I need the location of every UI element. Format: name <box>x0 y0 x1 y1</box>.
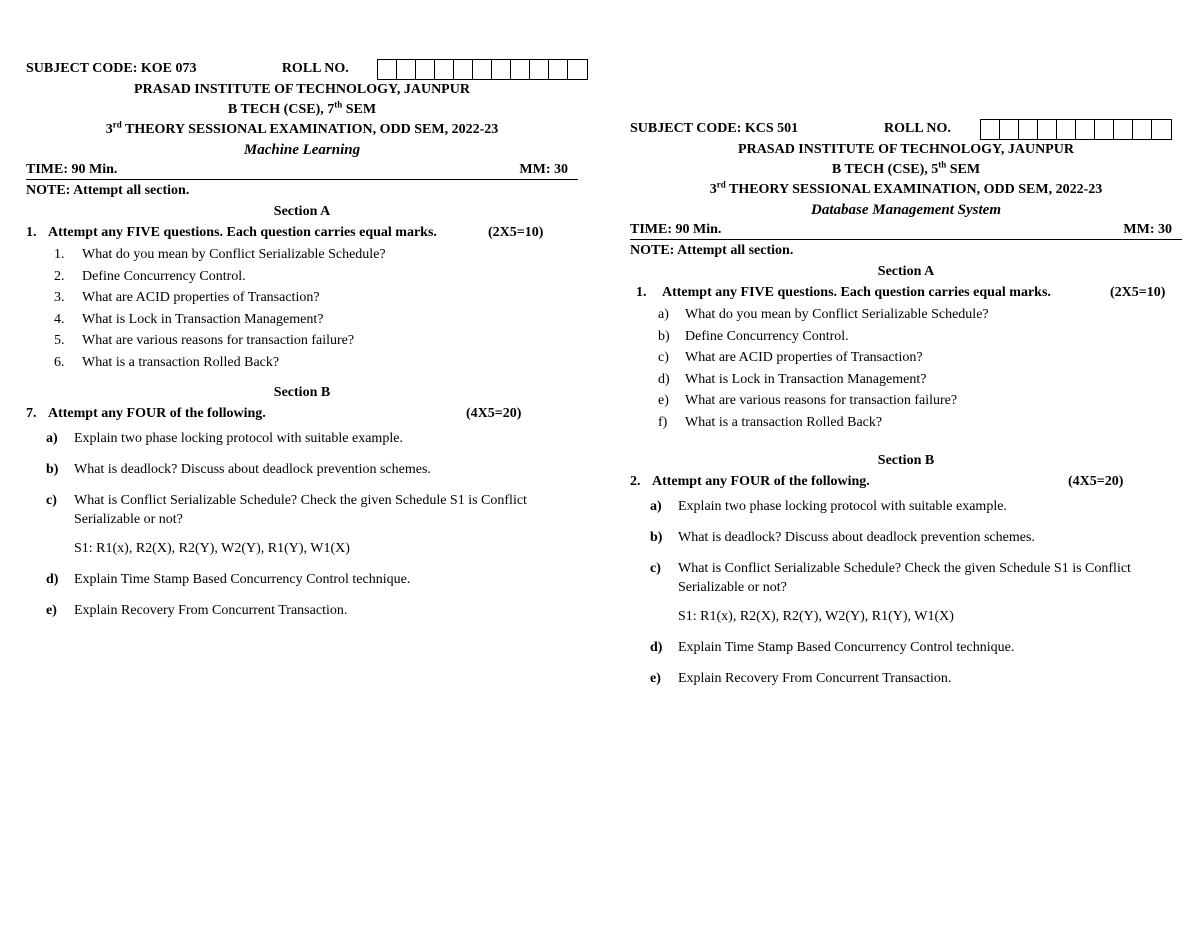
item-marker: b) <box>658 328 670 344</box>
course-sup: th <box>334 99 343 110</box>
roll-box <box>1152 120 1171 139</box>
exam-num: 3 <box>105 122 113 137</box>
item-text: What are ACID properties of Transaction? <box>685 350 923 365</box>
list-item <box>630 528 1192 547</box>
list-item <box>26 266 588 288</box>
item-text: What are ACID properties of Transaction? <box>82 290 320 305</box>
course-text: B TECH (CSE), 7 <box>227 102 335 117</box>
roll-box <box>435 60 454 79</box>
item-text: Explain Recovery From Concurrent Transaction. <box>678 671 952 686</box>
section-b-list <box>26 429 588 620</box>
item-marker: 4. <box>54 311 65 327</box>
item-text: Explain two phase locking protocol with suitable example. <box>678 499 1007 514</box>
item-text: What is Conflict Serializable Schedule? Check the given Schedule S1 is Conflict Serializable or not? <box>678 561 1131 595</box>
item-marker: c) <box>658 350 669 365</box>
item-text: Define Concurrency Control. <box>82 268 246 284</box>
section-a-heading: Section A <box>273 204 331 219</box>
roll-box <box>1095 120 1114 139</box>
list-item <box>26 601 588 620</box>
item-text: What do you mean by Conflict Serializable Schedule? <box>82 247 386 262</box>
roll-box <box>1133 120 1152 139</box>
list-item <box>26 429 588 448</box>
item-text: Define Concurrency Control. <box>685 328 849 344</box>
time: TIME: 90 Min. <box>26 162 118 177</box>
note: NOTE: Attempt all section. <box>26 183 190 198</box>
schedule-s1: S1: R1(x), R2(X), R2(Y), W2(Y), R1(Y), W1(X) <box>74 541 350 556</box>
schedule-s1: S1: R1(x), R2(X), R2(Y), W2(Y), R1(Y), W1(X) <box>678 609 954 624</box>
item-text: What is Lock in Transaction Management? <box>82 311 324 327</box>
course-suffix: SEM <box>342 102 377 117</box>
header-row <box>26 58 588 80</box>
list-item <box>630 559 1192 626</box>
roll-box <box>492 60 511 79</box>
item-marker: 2. <box>54 268 65 284</box>
question-7-heading <box>26 403 588 425</box>
note: NOTE: Attempt all section. <box>630 243 794 258</box>
list-item <box>630 497 1192 516</box>
item-marker: b) <box>46 462 59 477</box>
item-marker: c) <box>650 561 661 576</box>
list-item <box>26 491 588 558</box>
list-item <box>26 244 588 266</box>
roll-box <box>530 60 549 79</box>
item-text: What are various reasons for transaction failure? <box>82 333 355 348</box>
roll-box <box>454 60 473 79</box>
roll-box <box>1000 120 1019 139</box>
item-marker: e) <box>650 671 661 686</box>
question-marks: (4X5=20) <box>466 406 522 421</box>
question-paper-machine-learning <box>26 58 588 632</box>
item-text: What is deadlock? Discuss about deadlock prevention schemes. <box>678 530 1035 545</box>
item-text: What is deadlock? Discuss about deadlock prevention schemes. <box>74 462 431 477</box>
roll-box <box>416 60 435 79</box>
course-line <box>630 160 1182 180</box>
roll-no-label: ROLL NO. <box>884 121 951 136</box>
roll-no-boxes <box>980 119 1172 140</box>
course-sup: th <box>938 159 947 170</box>
exam-line <box>26 120 578 140</box>
list-item <box>630 390 1192 412</box>
item-marker: e) <box>658 393 669 408</box>
max-marks: MM: 30 <box>519 162 568 177</box>
item-marker: c) <box>46 493 57 508</box>
section-a-heading: Section A <box>877 264 935 279</box>
item-marker: 1. <box>54 247 65 262</box>
item-text: What is Lock in Transaction Management? <box>685 371 927 387</box>
item-text: What is a transaction Rolled Back? <box>685 414 883 430</box>
roll-box <box>1076 120 1095 139</box>
exam-num: 3 <box>709 182 717 197</box>
section-a-list <box>630 304 1192 433</box>
item-marker: a) <box>650 499 662 514</box>
roll-box <box>1038 120 1057 139</box>
section-b-list <box>630 497 1192 688</box>
item-text: What is a transaction Rolled Back? <box>82 354 280 370</box>
question-text: Attempt any FOUR of the following. <box>48 406 266 421</box>
list-item <box>630 412 1192 434</box>
item-text: Explain Recovery From Concurrent Transaction. <box>74 603 348 618</box>
roll-box <box>981 120 1000 139</box>
question-text: Attempt any FIVE questions. Each question carries equal marks. <box>662 285 1051 300</box>
item-marker: b) <box>650 530 663 545</box>
question-text: Attempt any FIVE questions. Each question carries equal marks. <box>48 225 437 240</box>
roll-box <box>378 60 397 79</box>
list-item <box>26 287 588 309</box>
institute-name: PRASAD INSTITUTE OF TECHNOLOGY, JAUNPUR <box>134 82 470 97</box>
list-item <box>630 638 1192 657</box>
exam-text: THEORY SESSIONAL EXAMINATION, ODD SEM, 2022-23 <box>725 182 1103 197</box>
item-marker: 5. <box>54 333 65 348</box>
item-text: Explain Time Stamp Based Concurrency Control technique. <box>74 572 411 587</box>
section-a-list <box>26 244 588 373</box>
question-1-heading <box>630 282 1192 304</box>
list-item <box>630 326 1192 348</box>
question-1-heading <box>26 222 588 244</box>
list-item <box>26 330 588 352</box>
time-marks-row <box>630 220 1182 240</box>
course-suffix: SEM <box>946 162 981 177</box>
course-line <box>26 100 578 120</box>
roll-box <box>511 60 530 79</box>
item-marker: a) <box>46 431 58 446</box>
institute-name: PRASAD INSTITUTE OF TECHNOLOGY, JAUNPUR <box>738 142 1074 157</box>
item-body <box>74 491 574 558</box>
roll-box <box>1114 120 1133 139</box>
question-marks: (2X5=10) <box>1110 285 1166 300</box>
course-text: B TECH (CSE), 5 <box>831 162 939 177</box>
time-marks-row <box>26 160 578 180</box>
roll-box <box>397 60 416 79</box>
question-marks: (2X5=10) <box>488 225 544 240</box>
item-marker: d) <box>658 371 670 387</box>
question-number: 1. <box>26 225 37 240</box>
question-number: 1. <box>636 285 647 300</box>
list-item <box>630 347 1192 369</box>
list-item <box>26 460 588 479</box>
section-b-heading: Section B <box>877 453 935 468</box>
exam-sup: rd <box>716 179 726 190</box>
roll-no-boxes <box>377 59 588 80</box>
subject-code: SUBJECT CODE: KCS 501 <box>630 121 799 136</box>
item-marker: 3. <box>54 290 65 305</box>
list-item <box>630 369 1192 391</box>
roll-box <box>568 60 587 79</box>
item-marker: d) <box>46 572 59 587</box>
item-body <box>678 559 1178 626</box>
list-item <box>26 570 588 589</box>
max-marks: MM: 30 <box>1123 222 1172 237</box>
question-paper-dbms <box>630 118 1192 700</box>
item-marker: f) <box>658 414 668 430</box>
roll-box <box>1019 120 1038 139</box>
subject-code: SUBJECT CODE: KOE 073 <box>26 61 197 76</box>
list-item <box>26 352 588 374</box>
item-marker: e) <box>46 603 57 618</box>
item-text: What do you mean by Conflict Serializable Schedule? <box>685 307 989 322</box>
section-b-heading: Section B <box>273 385 331 400</box>
subject-name: Machine Learning <box>243 142 361 158</box>
roll-box <box>549 60 568 79</box>
subject-name: Database Management System <box>811 202 1001 218</box>
item-text: What are various reasons for transaction failure? <box>685 393 958 408</box>
roll-box <box>473 60 492 79</box>
item-marker: 6. <box>54 354 65 370</box>
question-number: 7. <box>26 406 37 421</box>
header-row <box>630 118 1192 140</box>
question-2-heading <box>630 471 1192 493</box>
roll-box <box>1057 120 1076 139</box>
exam-sup: rd <box>112 119 122 130</box>
item-text: Explain Time Stamp Based Concurrency Control technique. <box>678 640 1015 655</box>
exam-line <box>630 180 1182 200</box>
item-marker: a) <box>658 307 669 322</box>
time: TIME: 90 Min. <box>630 222 722 237</box>
list-item <box>26 309 588 331</box>
question-marks: (4X5=20) <box>1068 474 1124 489</box>
list-item <box>630 304 1192 326</box>
item-text: What is Conflict Serializable Schedule? Check the given Schedule S1 is Conflict Serializable or not? <box>74 493 527 527</box>
question-text: Attempt any FOUR of the following. <box>652 474 870 489</box>
item-text: Explain two phase locking protocol with suitable example. <box>74 431 403 446</box>
roll-no-label: ROLL NO. <box>281 61 349 76</box>
exam-text: THEORY SESSIONAL EXAMINATION, ODD SEM, 2022-23 <box>121 122 499 137</box>
item-marker: d) <box>650 640 663 655</box>
question-number: 2. <box>630 474 641 489</box>
list-item <box>630 669 1192 688</box>
